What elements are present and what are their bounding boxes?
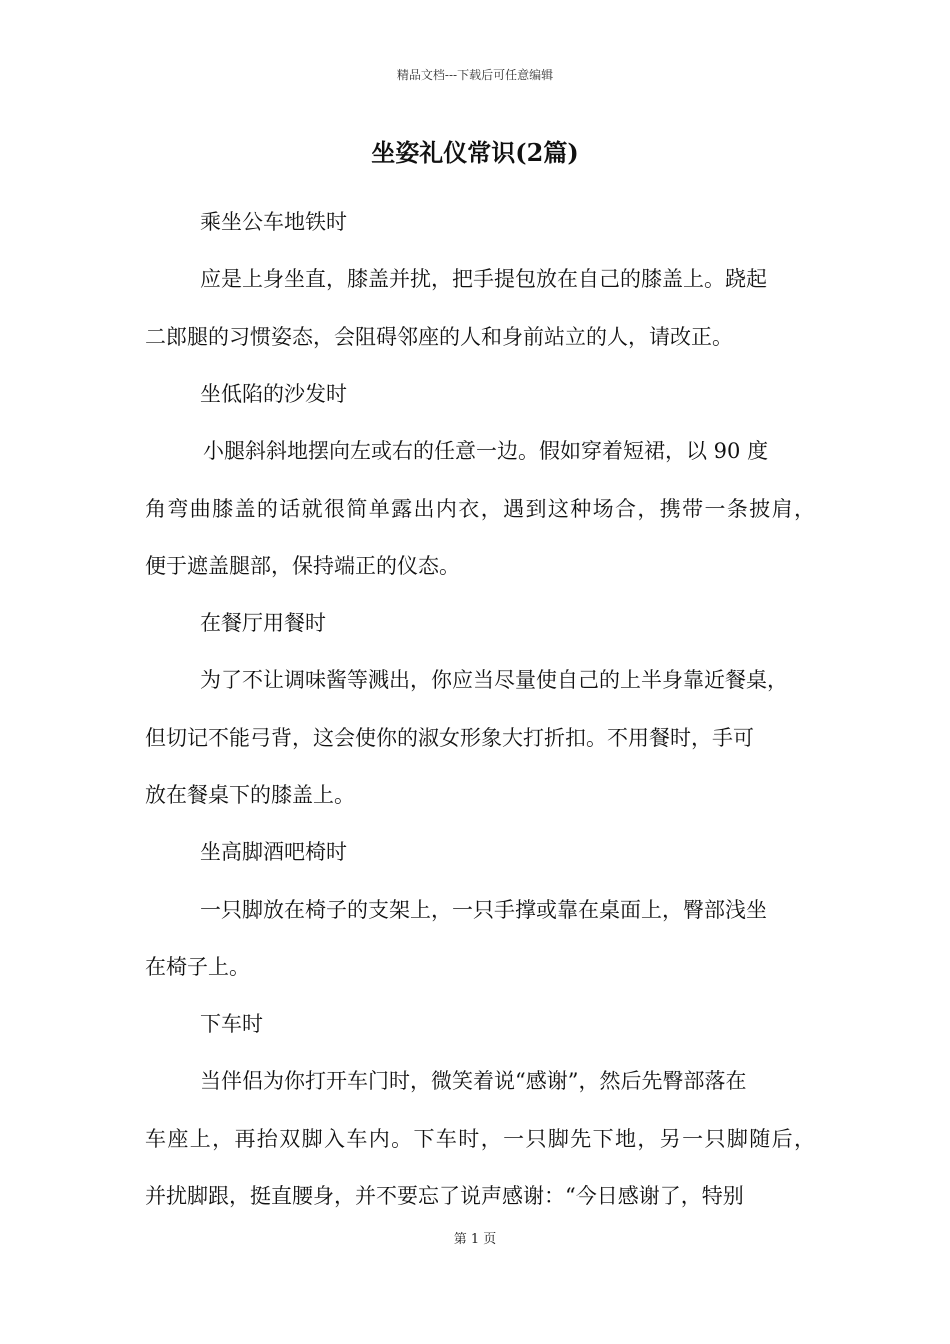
subheading-bar-stool: 坐高脚酒吧椅时 [200,840,347,864]
paragraph-line: 在椅子上。 [145,955,250,979]
paragraph-line: 一只脚放在椅子的支架上，一只手撑或靠在桌面上，臀部浅坐 [200,898,767,922]
subheading-bus: 乘坐公车地铁时 [200,210,347,234]
page-number: 第 1 页 [453,1232,497,1247]
page-header: 精品文档---下载后可任意编辑 [396,68,554,82]
subheading-restaurant: 在餐厅用餐时 [200,611,326,635]
paragraph-line: 角弯曲膝盖的话就很简单露出内衣，遇到这种场合，携带一条披肩， [145,497,815,521]
paragraph-line: 但切记不能弓背，这会使你的淑女形象大打折扣。不用餐时，手可 [145,726,754,750]
paragraph-line: 小腿斜斜地摆向左或右的任意一边。假如穿着短裙，以 90 度 [203,439,769,463]
paragraph-line: 便于遮盖腿部，保持端正的仪态。 [145,554,460,578]
paragraph-line: 为了不让调味酱等溅出，你应当尽量使自己的上半身靠近餐桌， [200,668,788,692]
paragraph-line: 并扰脚跟，挺直腰身，并不要忘了说声感谢：“今日感谢了，特别 [145,1184,744,1208]
subheading-sofa: 坐低陷的沙发时 [200,382,347,406]
paragraph-line: 当伴侣为你打开车门时，微笑着说“感谢”，然后先臀部落在 [200,1069,747,1093]
paragraph-line: 放在餐桌下的膝盖上。 [145,783,355,807]
paragraph-line: 应是上身坐直，膝盖并扰，把手提包放在自己的膝盖上。跷起 [200,267,767,291]
paragraph-line: 二郎腿的习惯姿态，会阻碍邻座的人和身前站立的人，请改正。 [145,325,733,349]
paragraph-line: 车座上，再抬双脚入车内。下车时，一只脚先下地，另一只脚随后， [145,1127,815,1151]
document-title: 坐姿礼仪常识(2篇) [371,138,579,167]
subheading-car: 下车时 [200,1012,263,1036]
